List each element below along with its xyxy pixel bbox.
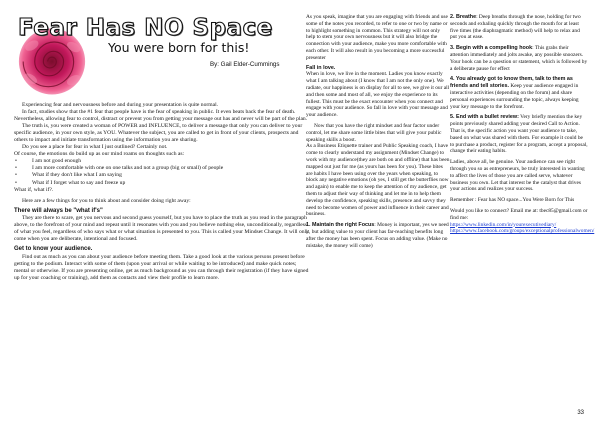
paragraph — [306, 222, 450, 249]
section-heading: Fall in love. — [306, 64, 336, 71]
page-number: 33 — [577, 410, 584, 416]
paragraph: As a Business Etiquette trainer and Public Speaking coach, I have come to clearly understand my assignment (Mindset Change) to work with my audience(they are both on and offline) that has been mapped out just for me (as yours has been for you). These bites are habits I have been using over the years when speaking, to block any negative emotions (oh yes, I still get the butterflies now and again) to enable me to keep the attention of my audience, get them to adjust their way of thinking and let me in to help them develop the confidence, speaking skills, presence and savvy they need to become women of power and influence in their career and business. — [306, 143, 450, 218]
paragraph: Ladies, above all, be genuine. Your audience can see right through you so as entrepreneurs, be truly interested in wanting to affect the lives of those you are called serve, whatever business you own. Let that interest be the catalyst that drives your actions and realizes your success. — [450, 159, 585, 193]
section-heading: 4. You already got to know them, talk to them as friends and tell stories. — [450, 76, 573, 90]
column-right — [450, 14, 595, 235]
article-header — [14, 14, 309, 102]
article-subtitle: You were born for this! — [108, 40, 250, 55]
section-heading: There will always be "what if's" — [14, 207, 103, 214]
paragraph: Experiencing fear and nervousness before and during your presentation is quite normal. — [22, 102, 219, 108]
paragraph-text: : This grabs their attention immediately and jolts awake, any possible snoozers. Your hook can be a question or statement, which is followed by a deliberate pause for effect — [450, 45, 588, 72]
paragraph: What if, what if?. — [14, 186, 54, 193]
paragraph: Remember : Fear has NO space...You Were Born for This — [450, 197, 575, 204]
paragraph: Here are a few things for you to think about and consider doing right away: — [22, 197, 191, 204]
paragraph — [450, 76, 588, 110]
list-item: • I am not good enough — [14, 158, 309, 165]
paragraph — [450, 14, 588, 41]
section-heading: 2. Breathe — [450, 14, 477, 20]
section-heading: Get to know your audience. — [14, 246, 93, 253]
paragraph: Do you see a place for fear in what I just outlined? Certainly not. — [22, 144, 168, 151]
section-heading: 1. Maintain the right Focus — [306, 222, 375, 229]
paragraph: The truth is, you were created a woman of POWER and INFLUENCE, to deliver a message that only you can deliver to your specific audience, in your own style, as YOU. Whatever the subject, you are called to get in front of your clients, prospects and others to impact and initiate transformation using the information you are sharing. — [14, 123, 303, 144]
paragraph: Find out as much as you can about your audience before meeting them. Take a good look at the various persons present before getting to the podium. Interact with some of them (upon your arrival or while waiting to be introduced) and make quick notes; mental or otherwise. If you are presenting online, get as much background as you can through their registration (if they have signed up for your coaching or training), add them as contacts and view their profile to learn more. — [14, 253, 309, 282]
list-item: • I am more comfortable with one on one talks and not a group (big or small) of people — [14, 165, 309, 172]
list-item: • What if I forget what to say and freeze up — [14, 180, 309, 187]
bullet-list — [14, 158, 309, 186]
linkedin-link[interactable]: https://www.linkedin.com/in/yourexecutivediary/ — [450, 221, 557, 228]
paragraph: Would you like to connect? Email me at: tbec85@gmail.com or find me: — [450, 207, 588, 221]
paragraph: When in love, we live in the moment. Ladies you know exactly what I am talking about (I know that I am not the only one). We radiate, our happiness is on display for all to see, we give it our all and then some and most of all, we enjoy the experience to its fullest. This must be the exact encounter when you connect and engage with your audience. So fall in love with your message and your audience. — [306, 71, 450, 119]
section-heading: 3. Begin with a compelling hook — [450, 45, 533, 52]
paragraph: Of course, the emotions do build up as our mind roams on thoughts such as: — [14, 151, 185, 158]
paragraph-text: : Deep breaths through the nose, holding for two seconds and exhaling quickly through the mouth for at least five times (the diaphragmatic method) will help to relax and put you at ease. — [450, 14, 581, 41]
paragraph-text: Keep your audience engaged in interactive activities (depending on the forum) and share personal experiences surrounding the topic, always keeping your key message to the forefront. — [450, 83, 579, 110]
column-middle — [306, 14, 450, 249]
list-item: • What if they don't like what I am saying — [14, 172, 309, 179]
paragraph: Now that you have the right mindset and fear factor under control, let me share some little bites that will give your public speaking skills a boost. — [306, 122, 442, 143]
paragraph: In fact, studies show that the #1 fear that people have is the fear of speaking in public. It even beats back the fear of death. Nevertheless, allowing fear to control, distract or prevent you from getting your message out has and never will be part of the plan. — [14, 109, 308, 123]
paragraph: As you speak, imagine that you are engaging with friends and use some of the notes you recorded, to refer to one or two by name or to highlight something in common. This strategy will not only help to stem your own nervousness but it will also bridge the connection with your audience, make you more comfortable with each other. It will also result in you becoming a more successful presenter — [306, 14, 448, 61]
paragraph: They are there to scare, get you nervous and second guess yourself, but you have to place the truth as you read in the paragraph above, to the forefront of your mind and repeat until it resonates with you and you believe nothing else, unconditionally, regardless of what you feel, regardless of who says what or what situation is presented to you. This is called your Mindset Change. It will only come when you are deliberate, intentional and focused. — [14, 215, 309, 243]
column-left — [14, 14, 309, 282]
paragraph — [450, 114, 588, 155]
section-heading: 5. End with a bullet review: — [450, 114, 519, 121]
paragraph-text: Very briefly mention the key points previously shared adding your desired Call to Action. That is, the specific action you want your audience to take, based on what was shared with them. For example it could be to purchase a product, register for a program, accept a proposal, change their eating habits. — [450, 114, 588, 155]
facebook-group-link[interactable]: https://www.facebook.com/groups/exceptionalprofessionalwomen/ — [450, 228, 595, 235]
author-byline: By: Gail Elder-Cummings — [210, 61, 280, 68]
article-title: Fear Has NO Space — [18, 15, 273, 41]
paragraph — [450, 45, 588, 72]
paragraph-text: : Money is important, yes we need it, but adding value to your client has far-reaching benefits long after the money has been spent. Focus on adding value. (Make no mistake, the money will come) — [306, 222, 449, 249]
